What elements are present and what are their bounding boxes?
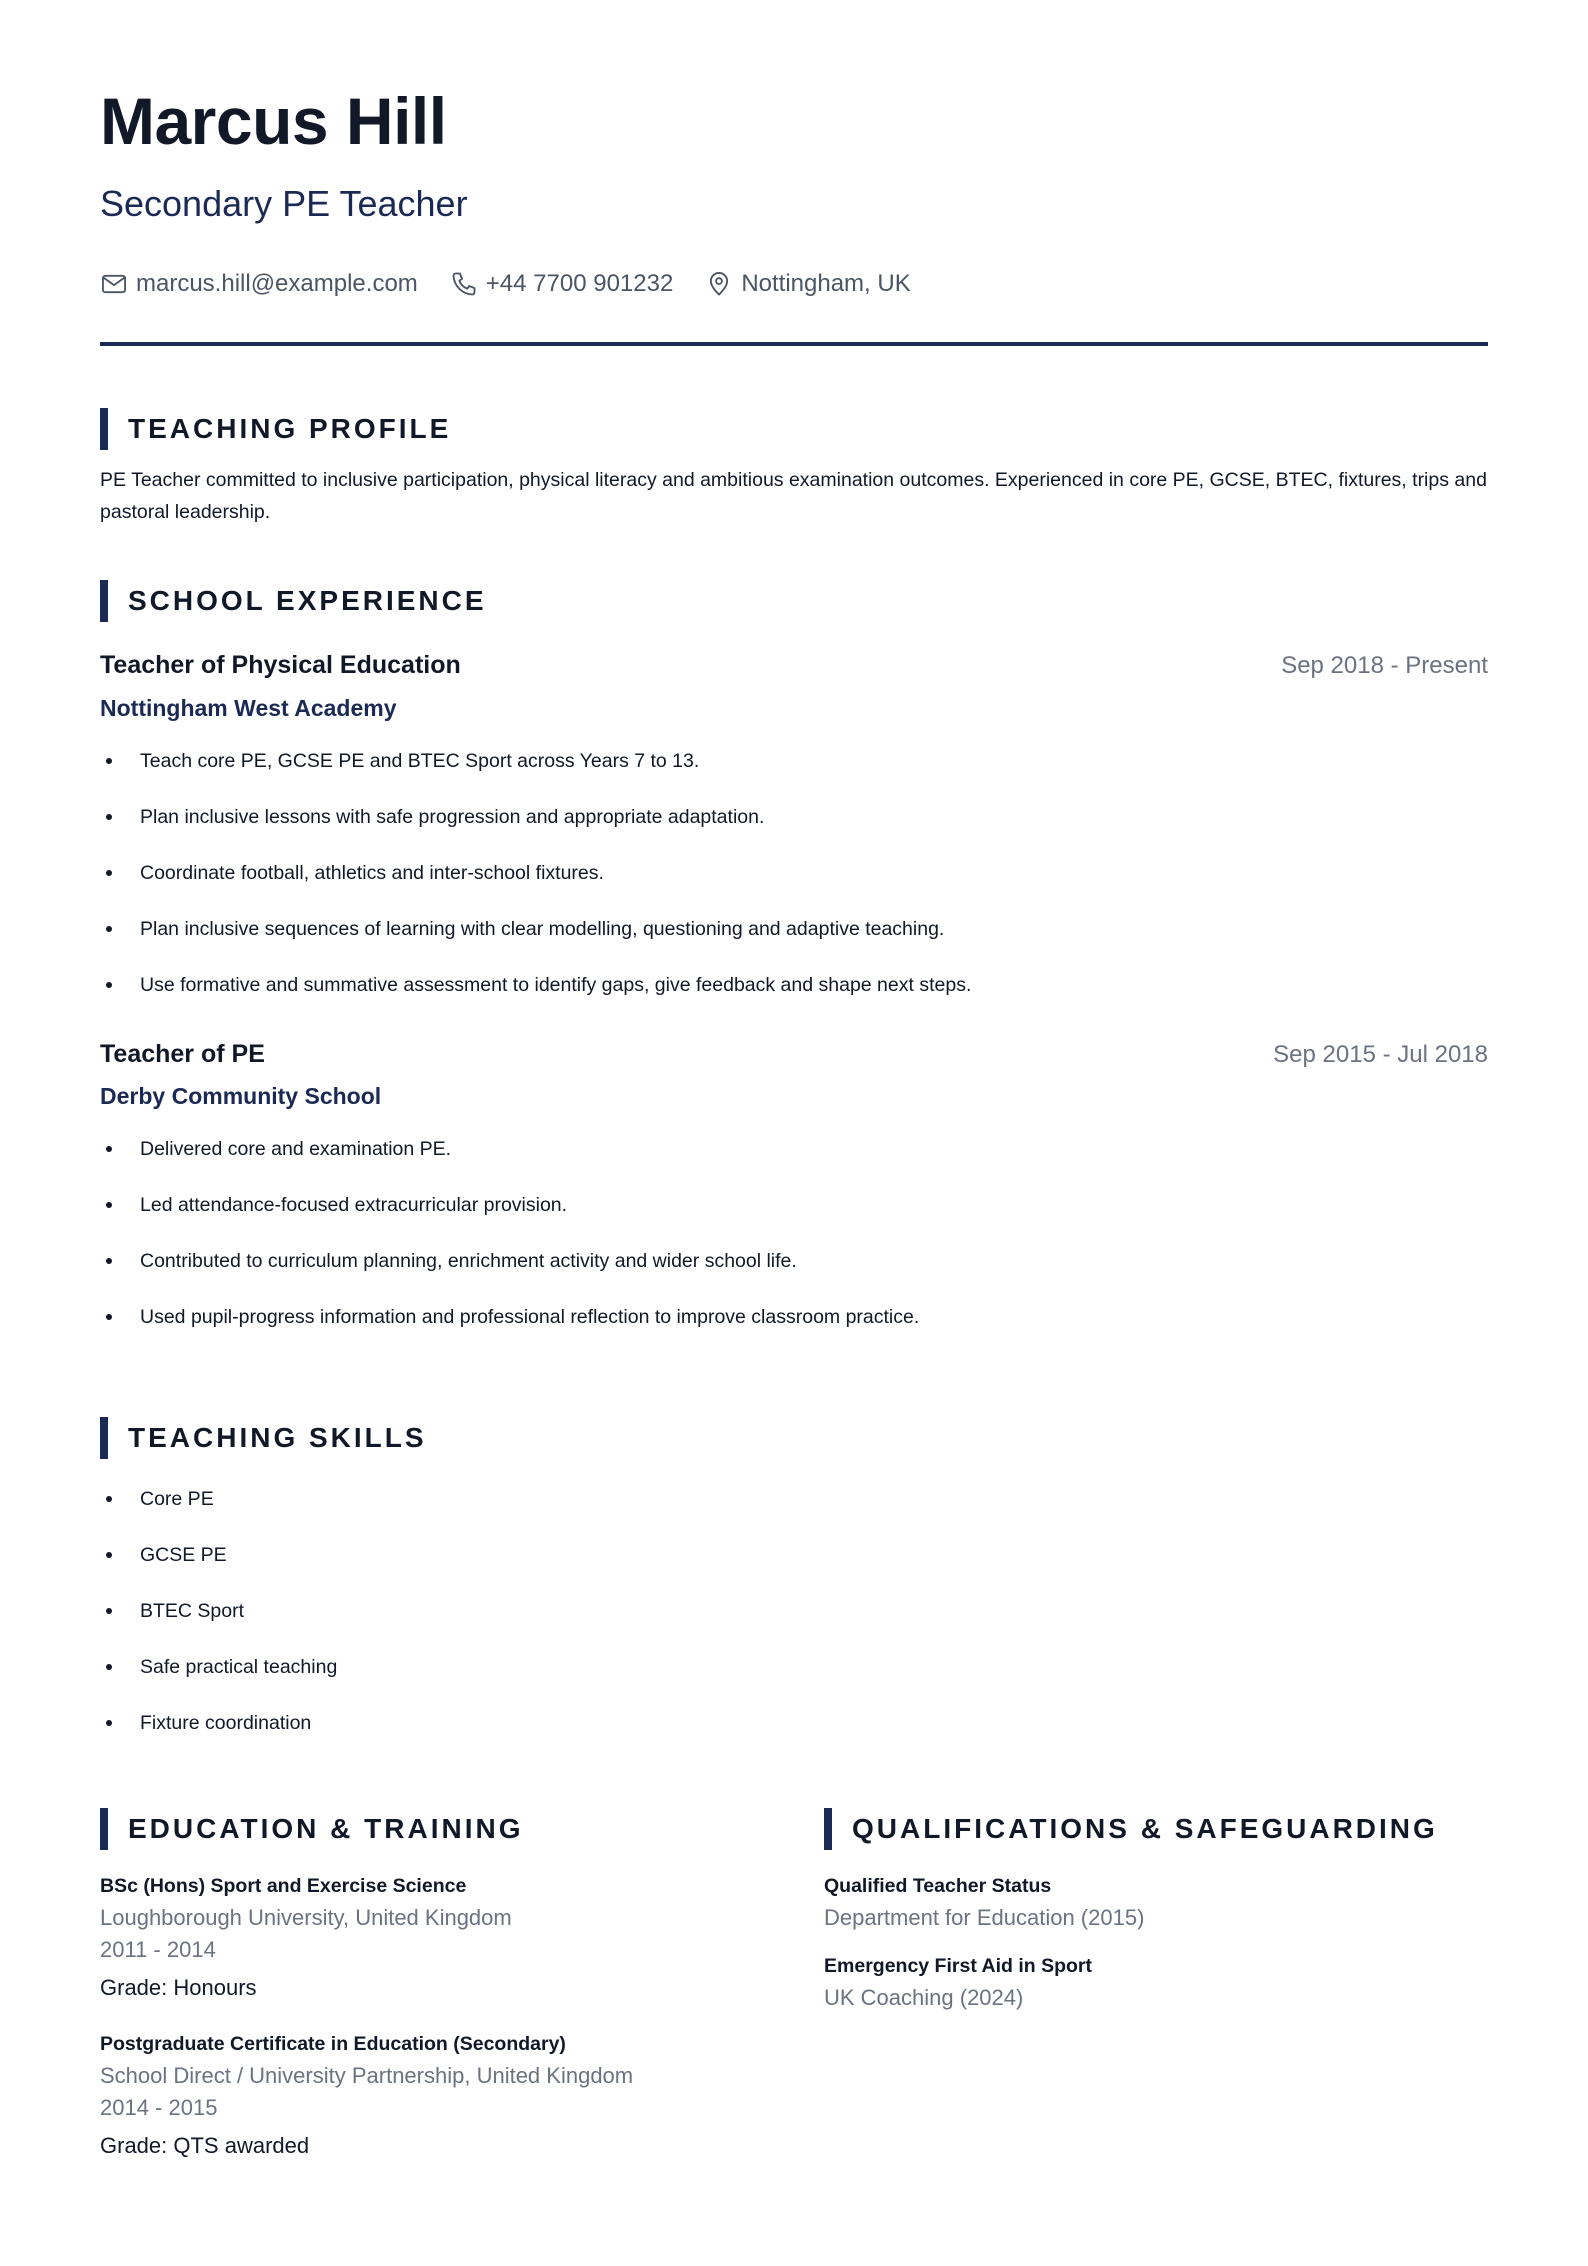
section-heading-qualifications: [824, 1808, 1438, 1850]
education-dates: 2014 - 2015: [100, 2095, 218, 2120]
education-grade: Grade: QTS awarded: [100, 2133, 310, 2158]
list-item: Fixture coordination: [100, 1711, 1488, 1767]
envelope-icon: [100, 270, 128, 298]
section-title: TEACHING SKILLS: [128, 1422, 427, 1453]
list-item: Used pupil-progress information and professional reflection to improve classroom practice.: [100, 1305, 1488, 1361]
contact-email[interactable]: [100, 270, 418, 298]
job-organisation: Nottingham West Academy: [100, 695, 397, 721]
section-accent-bar: [100, 1808, 108, 1850]
candidate-title: Secondary PE Teacher: [100, 183, 468, 224]
skills-list: [100, 1487, 1488, 1767]
phone-icon: [450, 270, 478, 298]
section-title: EDUCATION & TRAINING: [128, 1813, 524, 1844]
section-heading-skills: [100, 1417, 427, 1459]
list-item: Contributed to curriculum planning, enrichment activity and wider school life.: [100, 1249, 1488, 1305]
section-accent-bar: [824, 1808, 832, 1850]
qualification-entry: [824, 1950, 1488, 2014]
education-institution: School Direct / University Partnership, United Kingdom: [100, 2063, 634, 2088]
section-title: QUALIFICATIONS & SAFEGUARDING: [852, 1813, 1438, 1844]
section-accent-bar: [100, 408, 108, 450]
section-title: SCHOOL EXPERIENCE: [128, 585, 487, 616]
section-title: TEACHING PROFILE: [128, 413, 452, 444]
list-item: Core PE: [100, 1487, 1488, 1543]
section-accent-bar: [100, 580, 108, 622]
contact-phone[interactable]: [450, 270, 674, 298]
list-item: Safe practical teaching: [100, 1655, 1488, 1711]
job-organisation: Derby Community School: [100, 1083, 382, 1109]
list-item: Delivered core and examination PE.: [100, 1137, 1488, 1193]
job-title: Teacher of PE: [100, 1040, 265, 1068]
list-item: Plan inclusive sequences of learning with clear modelling, questioning and adaptive teaching.: [100, 917, 1488, 973]
job-bullets: [100, 749, 1488, 1029]
education-entry: [100, 1870, 780, 2004]
education-institution: Loughborough University, United Kingdom: [100, 1905, 512, 1930]
section-accent-bar: [100, 1417, 108, 1459]
section-heading-experience: [100, 580, 487, 622]
section-heading-profile: [100, 408, 451, 450]
list-item: Led attendance-focused extracurricular provision.: [100, 1193, 1488, 1249]
education-title: BSc (Hons) Sport and Exercise Science: [100, 1875, 467, 1897]
list-item: Coordinate football, athletics and inter-school fixtures.: [100, 861, 1488, 917]
education-entry: [100, 2028, 780, 2162]
education-title: Postgraduate Certificate in Education (Secondary): [100, 2033, 566, 2055]
list-item: GCSE PE: [100, 1543, 1488, 1599]
job-bullets: [100, 1137, 1488, 1361]
job-title: Teacher of Physical Education: [100, 651, 461, 679]
list-item: BTEC Sport: [100, 1599, 1488, 1655]
qualification-title: Emergency First Aid in Sport: [824, 1955, 1092, 1977]
job-dates: Sep 2018 - Present: [1281, 652, 1488, 679]
contact-bar: [100, 270, 943, 298]
candidate-name: Marcus Hill: [100, 84, 447, 158]
qualification-issuer: Department for Education (2015): [824, 1905, 1145, 1930]
education-dates: 2011 - 2014: [100, 1937, 216, 1962]
section-heading-education: [100, 1808, 523, 1850]
qualification-entry: [824, 1870, 1488, 1934]
list-item: Teach core PE, GCSE PE and BTEC Sport across Years 7 to 13.: [100, 749, 1488, 805]
job-dates: Sep 2015 - Jul 2018: [1273, 1041, 1488, 1068]
phone-text: +44 7700 901232: [485, 270, 674, 297]
email-text: marcus.hill@example.com: [136, 270, 418, 297]
qualification-title: Qualified Teacher Status: [824, 1875, 1052, 1897]
header-divider: [100, 342, 1488, 346]
profile-summary: PE Teacher committed to inclusive participation, physical literacy and ambitious examination outcomes. Experienced in core PE, GCSE, BTEC, fixtures, trips and pastoral leadership.: [100, 469, 1487, 523]
list-item: Plan inclusive lessons with safe progression and appropriate adaptation.: [100, 805, 1488, 861]
list-item: Use formative and summative assessment to identify gaps, give feedback and shape next steps.: [100, 973, 1488, 1029]
contact-location: [705, 270, 910, 298]
education-grade: Grade: Honours: [100, 1975, 257, 2000]
qualification-issuer: UK Coaching (2024): [824, 1985, 1024, 2010]
map-pin-icon: [705, 270, 733, 298]
location-text: Nottingham, UK: [741, 270, 911, 297]
